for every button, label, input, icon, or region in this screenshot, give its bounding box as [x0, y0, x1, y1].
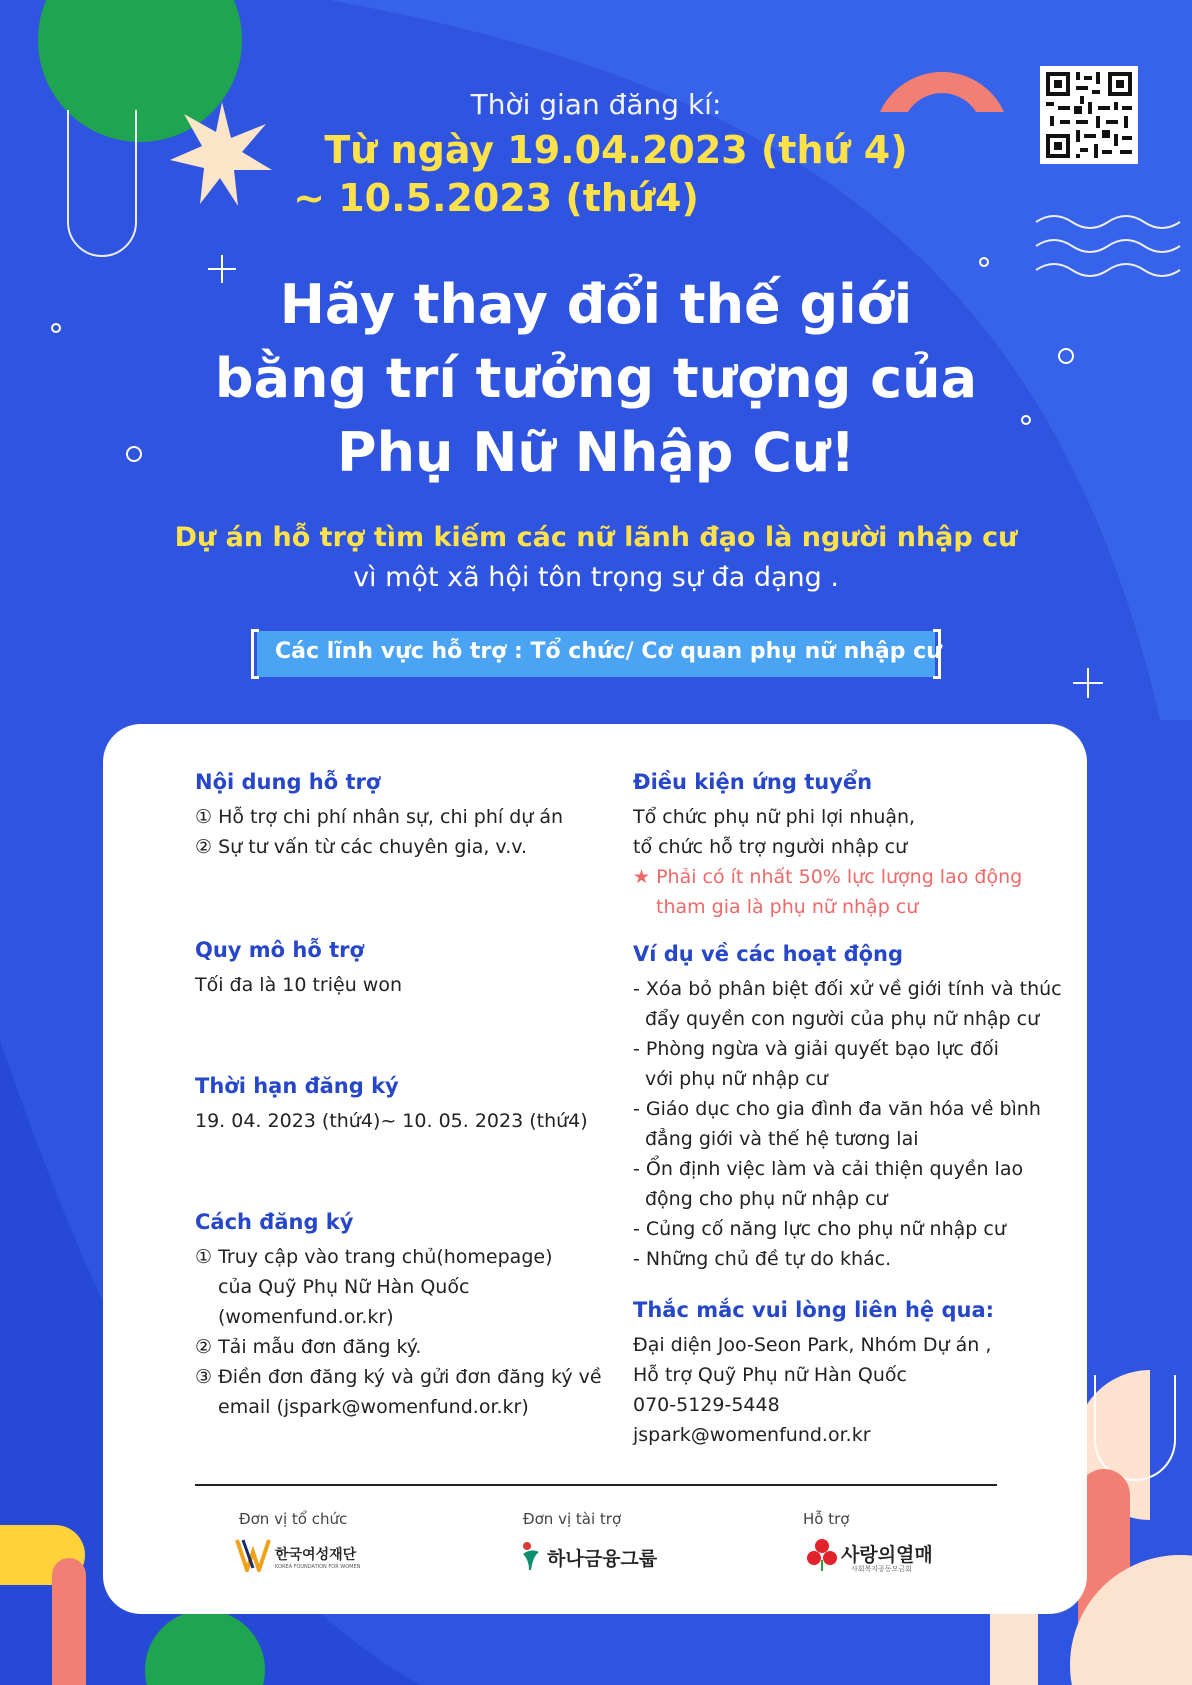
section-activity-examples — [633, 942, 1062, 1274]
info-card — [103, 724, 1087, 1614]
contact-line: Hỗ trợ Quỹ Phụ nữ Hàn Quốc — [633, 1364, 907, 1386]
section-eligibility — [633, 770, 1022, 922]
section-text: 19. 04. 2023 (thứ4)~ 10. 05. 2023 (thứ4) — [195, 1110, 588, 1132]
section-title: Quy mô hỗ trợ — [195, 938, 364, 962]
section-contact — [633, 1298, 994, 1450]
contact-phone: 070-5129-5448 — [633, 1394, 780, 1416]
list-item: ① Truy cập vào trang chủ(homepage) — [195, 1246, 553, 1268]
headline-line-2: bằng trí tưởng tượng của — [214, 347, 978, 410]
list-item-continuation: đẩy quyền con người của phụ nữ nhập cư — [645, 1008, 1040, 1030]
section-title: Điều kiện ứng tuyển — [633, 770, 873, 794]
subtitle-line-1: Dự án hỗ trợ tìm kiếm các nữ lãnh đạo là người nhập cư — [174, 522, 1018, 553]
list-item: - Ổn định việc làm và cải thiện quyền lao — [633, 1158, 1024, 1180]
banner-bracket-right — [933, 629, 941, 679]
list-item: ③ Điền đơn đăng ký và gửi đơn đăng ký về — [195, 1366, 602, 1388]
section-deadline — [195, 1074, 588, 1136]
banner-bracket-left — [251, 629, 259, 679]
funder-label: Đơn vị tài trợ — [523, 1510, 622, 1528]
registration-end-date: ~ 10.5.2023 (thứ4) — [293, 176, 699, 220]
list-item-continuation: với phụ nữ nhập cư — [645, 1068, 828, 1090]
list-item: - Củng cố năng lực cho phụ nữ nhập cư — [633, 1218, 1006, 1240]
section-text: Tổ chức phụ nữ phi lợi nhuận, — [633, 806, 916, 828]
organizer-logo — [235, 1538, 361, 1576]
list-item-continuation: của Quỹ Phụ Nữ Hàn Quốc — [218, 1276, 470, 1298]
section-title: Thắc mắc vui lòng liên hệ qua: — [633, 1298, 995, 1322]
organizer-logo-text: 한국여성재단 — [275, 1547, 357, 1563]
section-text: Tối đa là 10 triệu won — [195, 974, 402, 996]
list-item-continuation: email (jspark@womenfund.or.kr) — [218, 1396, 529, 1418]
funder-logo — [519, 1540, 658, 1576]
contact-email: jspark@womenfund.or.kr — [633, 1424, 871, 1446]
list-item: ① Hỗ trợ chi phí nhân sự, chi phí dự án — [195, 806, 564, 828]
list-item: ② Tải mẫu đơn đăng ký. — [195, 1336, 422, 1358]
section-title: Cách đăng ký — [195, 1210, 354, 1234]
contact-line: Đại diện Joo-Seon Park, Nhóm Dự án , — [633, 1334, 992, 1356]
heart-fruit-icon — [807, 1538, 837, 1572]
support-label: Hỗ trợ — [803, 1510, 850, 1528]
support-logo-subtext: 사회복지공동모금회 — [851, 1565, 912, 1573]
section-support-content — [195, 770, 563, 862]
section-how-to-apply — [195, 1210, 602, 1422]
headline-line-1: Hãy thay đổi thế giới — [279, 273, 913, 336]
section-title: Thời hạn đăng ký — [195, 1074, 399, 1098]
list-item: - Xóa bỏ phân biệt đối xử về giới tính và thúc — [633, 978, 1062, 1000]
organizer-logo-subtext: KOREA FOUNDATION FOR WOMEN — [275, 1564, 361, 1570]
support-fields-banner — [257, 631, 942, 677]
list-item: ② Sự tư vấn từ các chuyên gia, v.v. — [195, 836, 528, 858]
section-title: Ví dụ về các hoạt động — [633, 942, 904, 966]
funder-logo-text: 하나금융그룹 — [547, 1548, 658, 1570]
headline-line-3: Phụ Nữ Nhập Cư! — [337, 421, 855, 484]
section-text: tổ chức hỗ trợ người nhập cư — [633, 836, 908, 858]
registration-label: Thời gian đăng kí: — [470, 88, 722, 121]
list-item-continuation: đẳng giới và thế hệ tương lai — [645, 1128, 919, 1150]
organizer-label: Đơn vị tổ chức — [239, 1510, 348, 1528]
support-logo-text: 사랑의열매 — [841, 1544, 933, 1566]
support-logo — [807, 1538, 933, 1576]
foundation-mark-icon — [235, 1538, 271, 1572]
support-fields-text: Các lĩnh vực hỗ trợ : Tổ chức/ Cơ quan phụ nữ nhập cư — [275, 639, 942, 664]
hana-leaf-icon — [519, 1540, 543, 1572]
list-item: - Giáo dục cho gia đình đa văn hóa về bình — [633, 1098, 1041, 1120]
registration-start-date: Từ ngày 19.04.2023 (thứ 4) — [324, 128, 908, 172]
eligibility-note: ★ Phải có ít nhất 50% lực lượng lao động — [633, 866, 1023, 888]
sponsors-divider — [195, 1484, 997, 1486]
section-support-scale — [195, 938, 402, 1000]
list-item-continuation: (womenfund.or.kr) — [218, 1306, 394, 1328]
list-item: - Phòng ngừa và giải quyết bạo lực đối — [633, 1038, 999, 1060]
list-item-continuation: động cho phụ nữ nhập cư — [645, 1188, 888, 1210]
subtitle-line-2: vì một xã hội tôn trọng sự đa dạng . — [353, 562, 839, 593]
list-item: - Những chủ đề tự do khác. — [633, 1248, 892, 1270]
section-title: Nội dung hỗ trợ — [195, 770, 381, 794]
eligibility-note-continuation: tham gia là phụ nữ nhập cư — [656, 896, 919, 918]
